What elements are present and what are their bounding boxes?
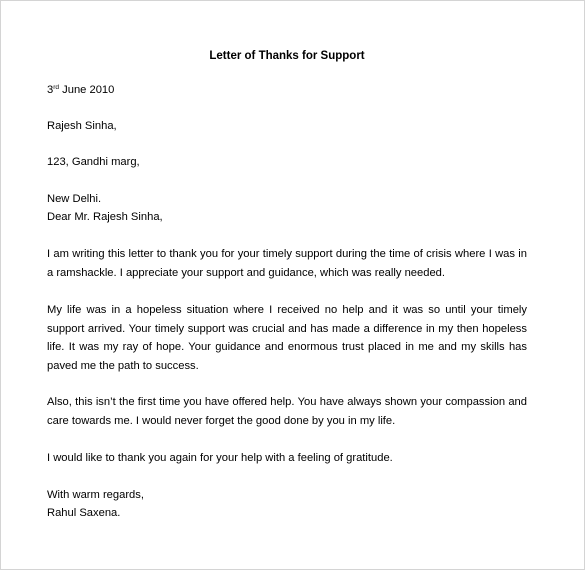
letter-title: Letter of Thanks for Support — [209, 50, 365, 62]
date-suffix: rd — [53, 84, 60, 91]
signature: Rahul Saxena. — [47, 507, 121, 519]
date-month-year: June 2010 — [59, 84, 115, 96]
body-paragraph: I would like to thank you again for your help with a feeling of gratitude. — [47, 452, 393, 464]
address-line-1: 123, Gandhi marg, — [47, 156, 140, 168]
address-line-2: New Delhi. — [47, 193, 102, 205]
body-paragraph: My life was in a hopeless situation where I received no help and it was so until your timely support arrived. Your timely support was crucial and has made a difference in my then hopeless life. It was my ray of hope. Your guidance and enormous trust placed in me and my skills has paved me the path to success. — [47, 304, 527, 372]
salutation: Dear Mr. Rajesh Sinha, — [47, 211, 163, 223]
recipient-name: Rajesh Sinha, — [47, 120, 117, 132]
closing: With warm regards, — [47, 489, 144, 501]
body-paragraph: I am writing this letter to thank you for your timely support during the time of crisis where I was in a ramshackle. I appreciate your support and guidance, which was really needed. — [47, 248, 527, 279]
letter-date — [47, 79, 114, 100]
date-day: 3 — [47, 84, 54, 96]
body-paragraph: Also, this isn’t the first time you have offered help. You have always shown your compassion and care towards me. I would never forget the good done by you in my life. — [47, 396, 527, 427]
